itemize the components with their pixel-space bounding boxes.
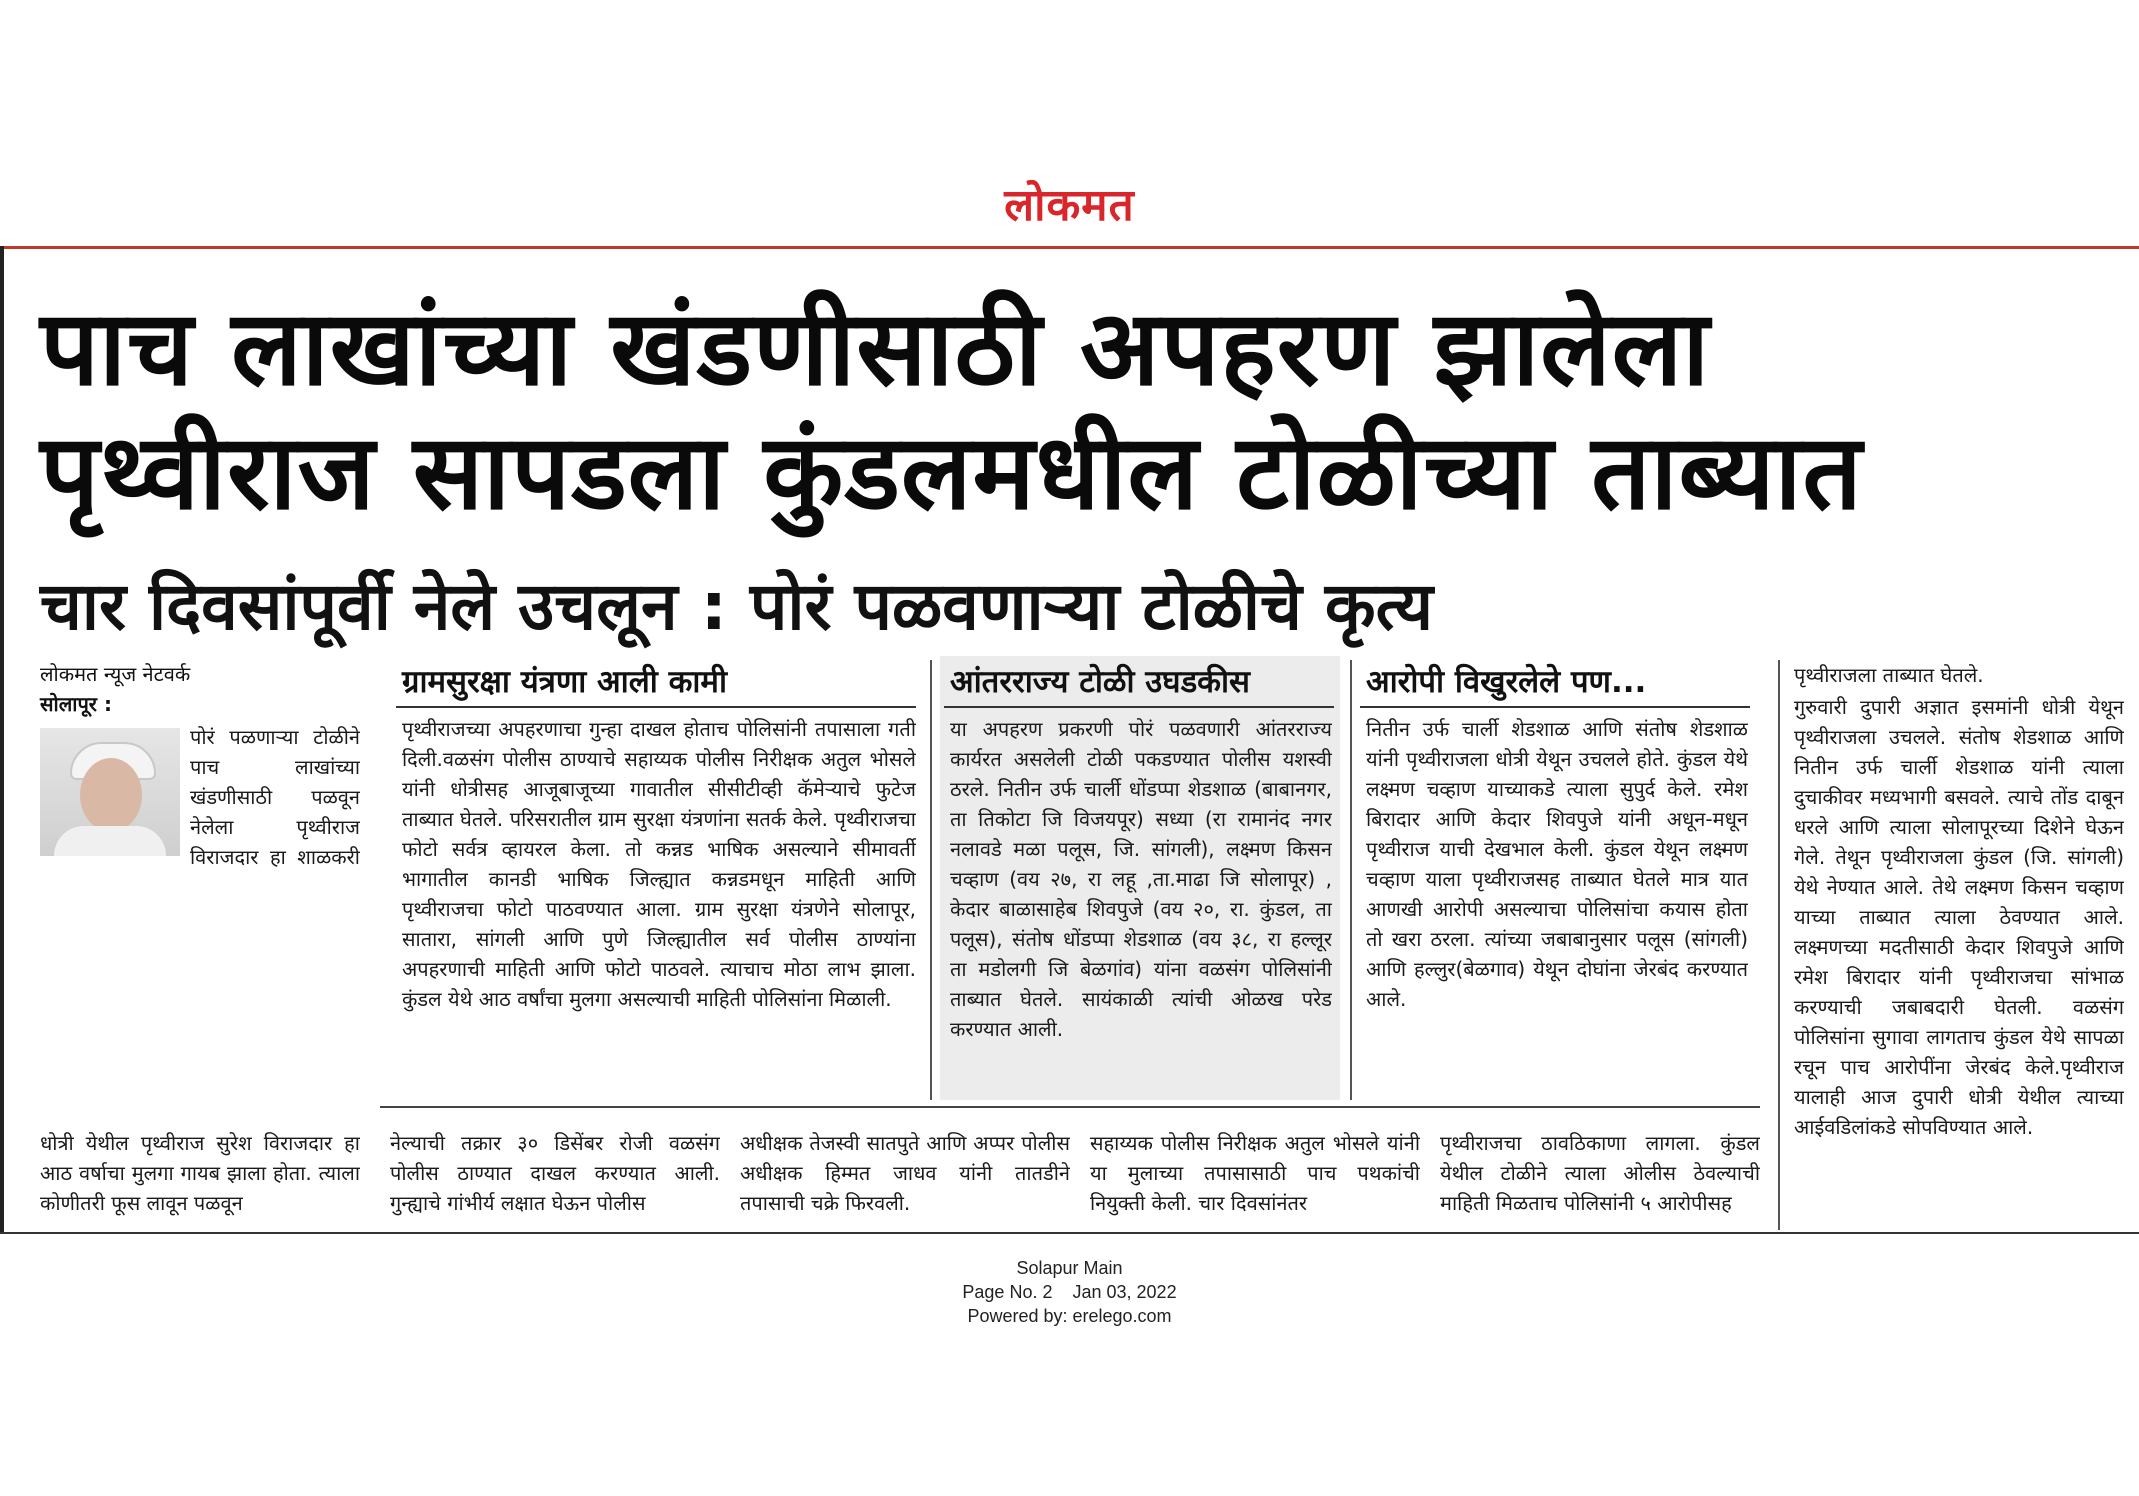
col1-para2-text: धोत्री येथील पृथ्वीराज सुरेश विराजदार हा आठ वर्षाचा मुलगा गायब झाला होता. त्याला कोणीतरी फूस लावून पळवून	[40, 1131, 360, 1215]
face-shape	[80, 758, 142, 832]
footer-date: Jan 03, 2022	[1072, 1282, 1177, 1302]
footer-page-line	[0, 1280, 2139, 1304]
bottom-col-1-text: नेल्याची तक्रार ३० डिसेंबर रोजी वळसंग पोलीस ठाण्यात दाखल करण्यात आली. गुन्ह्याचे गांभीर्य लक्षात घेऊन पोलीस	[390, 1131, 720, 1215]
left-border	[0, 246, 4, 1234]
section-1-body	[402, 714, 916, 1094]
headline-line-2: पृथ्वीराज सापडला कुंडलमधील टोळीच्या ताब्यात	[40, 411, 1863, 533]
bottom-col-4-text: पृथ्वीराजचा ठावठिकाणा लागला. कुंडल येथील टोळीने त्याला ओलीस ठेवल्याची माहिती मिळताच पोलिसांनी ५ आरोपीसह	[1440, 1131, 1760, 1215]
bottom-col-1	[390, 1128, 720, 1224]
section-1-rule	[396, 706, 916, 708]
top-rule	[0, 246, 2139, 249]
col1-lead-text: पोरं पळणाऱ्या टोळीने पाच लाखांच्या खंडणीसाठी पळवून नेलेला पृथ्वीराज विराजदार हा शाळकरी	[190, 725, 360, 869]
column-divider-right	[1778, 660, 1780, 1230]
section-3-body	[1366, 714, 1748, 1094]
byline: लोकमत न्यूज नेटवर्क	[40, 662, 191, 686]
column-divider-1	[930, 660, 932, 1100]
bottom-col-2-text: अधीक्षक तेजस्वी सातपुते आणि अप्पर पोलीस अधीक्षक हिम्मत जाधव यांनी तातडीने तपासाची चक्रे फिरवली.	[740, 1131, 1070, 1215]
right-col-body	[1794, 692, 2124, 1226]
footer-page: Page No. 2	[962, 1282, 1053, 1302]
right-col-lead-text: पृथ्वीराजला ताब्यात घेतले.	[1794, 663, 1984, 687]
right-col-text: गुरुवारी दुपारी अज्ञात इसमांनी धोत्री येथून पृथ्वीराजला उचलले. संतोष शेडशाळ आणि नितीन उर्फ चार्ली शेडशाळ यांनी त्याला दुचाकीवर मध्यभागी बसवले. त्याचे तोंड दाबून धरले आणि त्याला सोलापूरच्या दिशेने घेऊन गेले. तेथून पृथ्वीराजला कुंडल (जि. सांगली) येथे नेण्यात आले. तेथे लक्ष्मण किसन चव्हाण याच्या ताब्यात त्याला ठेवण्यात आले. लक्ष्मणच्या मदतीसाठी केदार शिवपुजे आणि रमेश बिरादार यांनी पृथ्वीराजचा सांभाळ करण्याची जबाबदारी घेतली. वळसंग पोलिसांना सुगावा लागताच कुंडल येथे सापळा रचून पाच आरोपींना जेरबंद केले.पृथ्वीराज यालाही आज दुपारी धोत्री येथील त्याच्या आईवडिलांकडे सोपविण्यात आले.	[1794, 695, 2124, 1139]
footer-powered: Powered by: erelego.com	[967, 1306, 1172, 1326]
col1-lead-bottom	[40, 872, 360, 1088]
section-1-text: पृथ्वीराजच्या अपहरणाचा गुन्हा दाखल होताच पोलिसांनी तपासाला गती दिली.वळसंग पोलीस ठाण्याचे सहाय्यक पोलीस निरीक्षक अतुल भोसले यांनी धोत्रीसह आजूबाजूच्या गावातील सीसीटीव्ही कॅमेऱ्याचे फुटेज ताब्यात घेतले. परिसरातील ग्राम सुरक्षा यंत्रणांना सतर्क केले. पृथ्वीराजचा फोटो सर्वत्र व्हायरल केला. तो कन्नड भाषिक असल्याने सीमावर्ती भागातील कानडी भाषिक जिल्ह्यात कन्नडमधून माहिती आणि पृथ्वीराजचा फोटो पाठवण्यात आला. ग्राम सुरक्षा यंत्रणेने सोलापूर, सातारा, सांगली आणि पुणे जिल्ह्यातील सर्व पोलीस ठाण्यांना अपहरणाची माहिती आणि फोटो पाठवले. त्याचाच मोठा लाभ झाला. कुंडल येथे आठ वर्षांचा मुलगा असल्याची माहिती पोलिसांना मिळाली.	[402, 717, 916, 1011]
page-bottom-rule	[0, 1232, 2139, 1234]
section-2-text: या अपहरण प्रकरणी पोरं पळवणारी आंतरराज्य कार्यरत असलेली टोळी पकडण्यात पोलीस यशस्वी ठरले. नितीन उर्फ चार्ली धोंडप्पा शेडशाळ (बाबानगर, ता तिकोटा जि विजयपूर) सध्या (रा रामानंद नगर नलावडे मळा पलूस, जि. सांगली), लक्ष्मण किसन चव्हाण (वय २७, रा लहू ,ता.माढा जि सोलापूर) , केदार बाळासाहेब शिवपुजे (वय २०, रा. कुंडल, ता पलूस), संतोष धोंडप्पा शेडशाळ (वय ३८, रा हल्लूर ता मडोलगी जि बेळगांव) यांना वळसंग पोलिसांनी ताब्यात घेतले. सायंकाळी त्यांची ओळख परेड करण्यात आली.	[950, 717, 1332, 1041]
section-3-text: नितीन उर्फ चार्ली शेडशाळ आणि संतोष शेडशाळ यांनी पृथ्वीराजला धोत्री येथून उचलले होते. कुंडल येथे लक्ष्मण चव्हाण याच्याकडे त्याला सुपुर्द केले. रमेश बिरादार आणि केदार शिवपुजे यांनी अधून-मधून पृथ्वीराज याची देखभाल केली. कुंडल येथून लक्ष्मण चव्हाण याला पृथ्वीराजसह ताब्यात घेतले मात्र यात आणखी आरोपी असल्याचा पोलिसांचा कयास होता तो खरा ठरला. त्यांच्या जबाबानुसार पलूस (सांगली) आणि हल्लुर(बेळगाव) येथून दोघांना जेरबंद करण्यात आले.	[1366, 717, 1748, 1011]
col1-lead-top	[190, 722, 360, 872]
section-3-title: आरोपी विखुरलेले पण...	[1366, 664, 1647, 700]
child-photo	[40, 728, 180, 856]
section-bottom-rule	[380, 1106, 1760, 1108]
col1-para2	[40, 1128, 360, 1220]
bottom-col-3-text: सहाय्यक पोलीस निरीक्षक अतुल भोसले यांनी या मुलाच्या तपासासाठी पाच पथकांची नियुक्ती केली. चार दिवसांनंतर	[1090, 1131, 1420, 1215]
section-2-body	[950, 714, 1332, 1094]
column-divider-2	[1350, 660, 1352, 1100]
right-col-lead	[1794, 660, 2124, 690]
footer-edition: Solapur Main	[1016, 1258, 1123, 1278]
headline-line-1: पाच लाखांच्या खंडणीसाठी अपहरण झालेला	[40, 287, 1711, 409]
subheadline: चार दिवसांपूर्वी नेले उचलून : पोरं पळवणाऱ्या टोळीचे कृत्य	[40, 568, 1433, 645]
section-2-title: आंतरराज्य टोळी उघडकीस	[950, 664, 1250, 700]
bottom-col-2	[740, 1128, 1070, 1224]
shirt-shape	[54, 826, 166, 856]
section-1-title: ग्रामसुरक्षा यंत्रणा आली कामी	[402, 664, 727, 700]
section-3-rule	[1360, 706, 1750, 708]
section-2-rule	[944, 706, 1334, 708]
dateline: सोलापूर :	[40, 692, 112, 716]
bottom-col-4	[1440, 1128, 1760, 1224]
masthead-logo: लोकमत	[1004, 180, 1135, 231]
bottom-col-3	[1090, 1128, 1420, 1224]
